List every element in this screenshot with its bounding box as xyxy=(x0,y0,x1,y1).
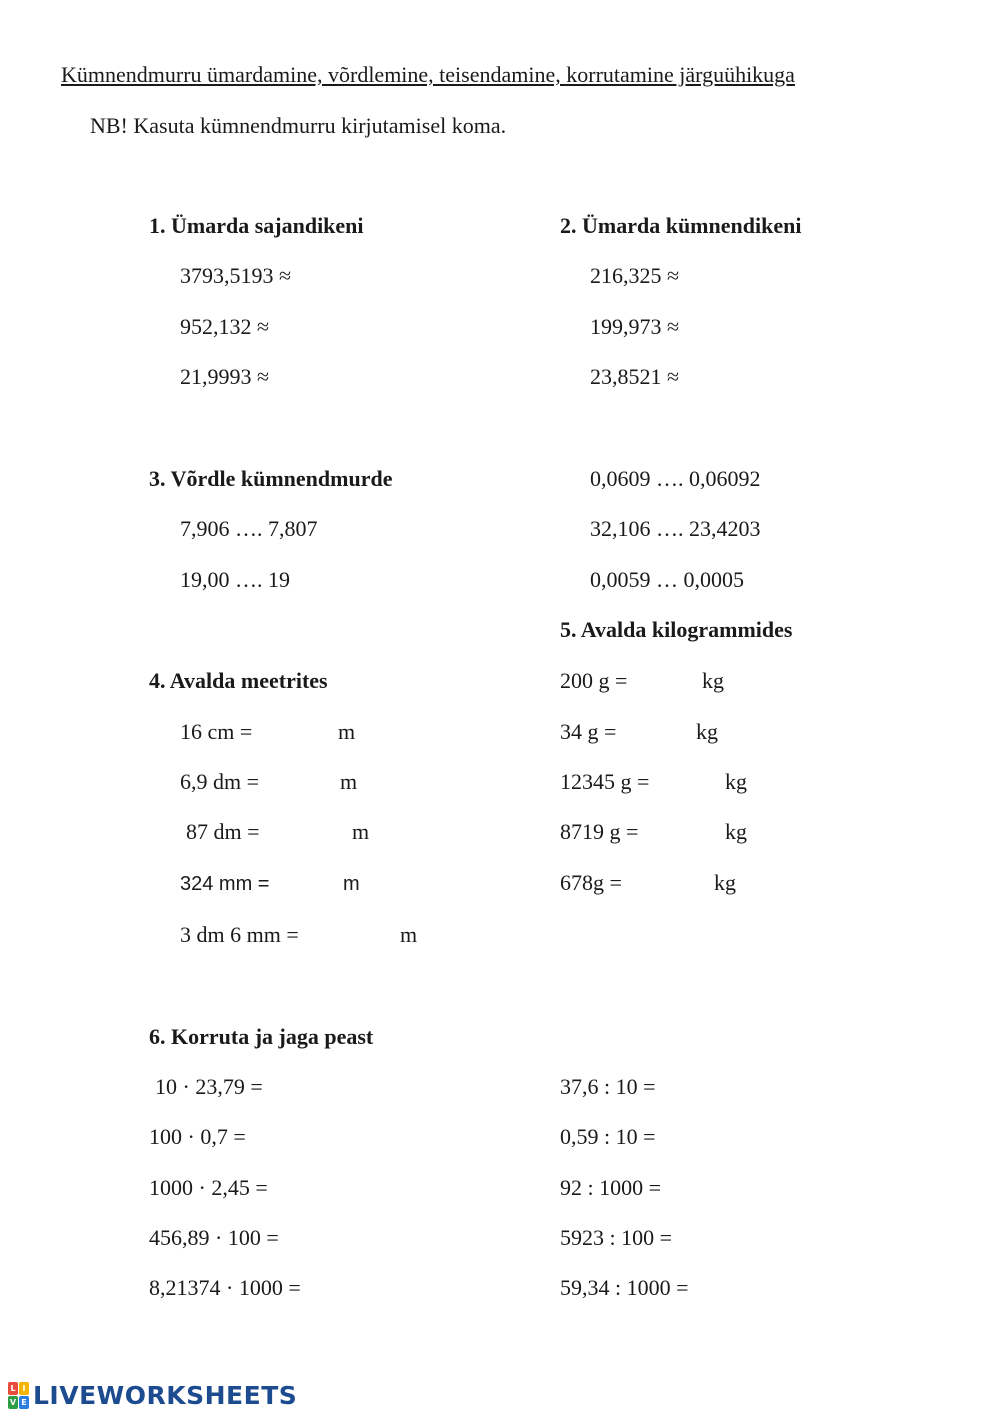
task2-heading: 2. Ümarda kümnendikeni xyxy=(560,213,802,238)
task6-item: 8,21374 · 1000 = xyxy=(149,1275,301,1300)
task6-item: 456,89 · 100 = xyxy=(149,1225,279,1250)
task4-unit: m xyxy=(340,769,358,794)
task4-expr: 3 dm 6 mm = xyxy=(180,922,299,947)
task1-item: 21,9993 ≈ xyxy=(180,364,270,389)
task4-heading: 4. Avalda meetrites xyxy=(149,668,328,693)
task5-unit: kg xyxy=(725,769,747,794)
logo-text: LIVEWORKSHEETS xyxy=(33,1381,298,1410)
task1-item: 952,132 ≈ xyxy=(180,314,270,339)
instruction-note: NB! Kasuta kümnendmurru kirjutamisel koma. xyxy=(90,113,507,138)
task2-item: 216,325 ≈ xyxy=(590,263,680,288)
logo-blocks-icon xyxy=(8,1382,30,1410)
task5-expr: 12345 g = xyxy=(560,769,650,794)
task6-item: 1000 · 2,45 = xyxy=(149,1175,268,1200)
task3-item: 32,106 …. 23,4203 xyxy=(590,516,761,541)
task5-unit: kg xyxy=(702,668,724,693)
task5-expr: 200 g = xyxy=(560,668,628,693)
task4-unit: m xyxy=(352,819,370,844)
logo-block: V xyxy=(9,1397,17,1407)
task5-heading: 5. Avalda kilogrammides xyxy=(560,617,793,642)
task6-item: 10 · 23,79 = xyxy=(155,1074,263,1099)
task4-unit: m xyxy=(338,719,356,744)
task5-expr: 34 g = xyxy=(560,719,617,744)
task6-item: 37,6 : 10 = xyxy=(560,1074,656,1099)
task6-item: 59,34 : 1000 = xyxy=(560,1275,689,1300)
task4-expr: 16 cm = xyxy=(180,719,253,744)
task4-unit: m xyxy=(343,873,360,895)
task5-unit: kg xyxy=(696,719,718,744)
task1-item: 3793,5193 ≈ xyxy=(180,263,292,288)
task5-unit: kg xyxy=(725,819,747,844)
logo-block: E xyxy=(19,1396,29,1409)
task4-unit: m xyxy=(400,922,418,947)
task6-item: 92 : 1000 = xyxy=(560,1175,662,1200)
worksheet-title: Kümnendmurru ümardamine, võrdlemine, teisendamine, korrutamine järguühikuga xyxy=(61,62,795,87)
task3-item: 7,906 …. 7,807 xyxy=(180,516,318,541)
task5-expr: 8719 g = xyxy=(560,819,639,844)
task6-item: 5923 : 100 = xyxy=(560,1225,673,1250)
task6-item: 100 · 0,7 = xyxy=(149,1124,246,1149)
task2-item: 23,8521 ≈ xyxy=(590,364,680,389)
task5-unit: kg xyxy=(714,870,736,895)
task6-item: 0,59 : 10 = xyxy=(560,1124,656,1149)
task4-expr: 87 dm = xyxy=(186,819,260,844)
task3-heading: 3. Võrdle kümnendmurde xyxy=(149,466,393,491)
task6-heading: 6. Korruta ja jaga peast xyxy=(149,1024,374,1049)
task2-item: 199,973 ≈ xyxy=(590,314,680,339)
task5-expr: 678g = xyxy=(560,870,622,895)
task3-item: 0,0059 … 0,0005 xyxy=(590,567,744,592)
task4-expr: 324 mm = xyxy=(180,873,270,895)
task1-heading: 1. Ümarda sajandikeni xyxy=(149,213,364,238)
liveworksheets-logo xyxy=(8,1381,297,1410)
logo-block: L xyxy=(8,1382,18,1395)
logo-block: I xyxy=(19,1382,29,1395)
task3-item: 19,00 …. 19 xyxy=(180,567,290,592)
task3-item: 0,0609 …. 0,06092 xyxy=(590,466,761,491)
task4-expr: 6,9 dm = xyxy=(180,769,260,794)
